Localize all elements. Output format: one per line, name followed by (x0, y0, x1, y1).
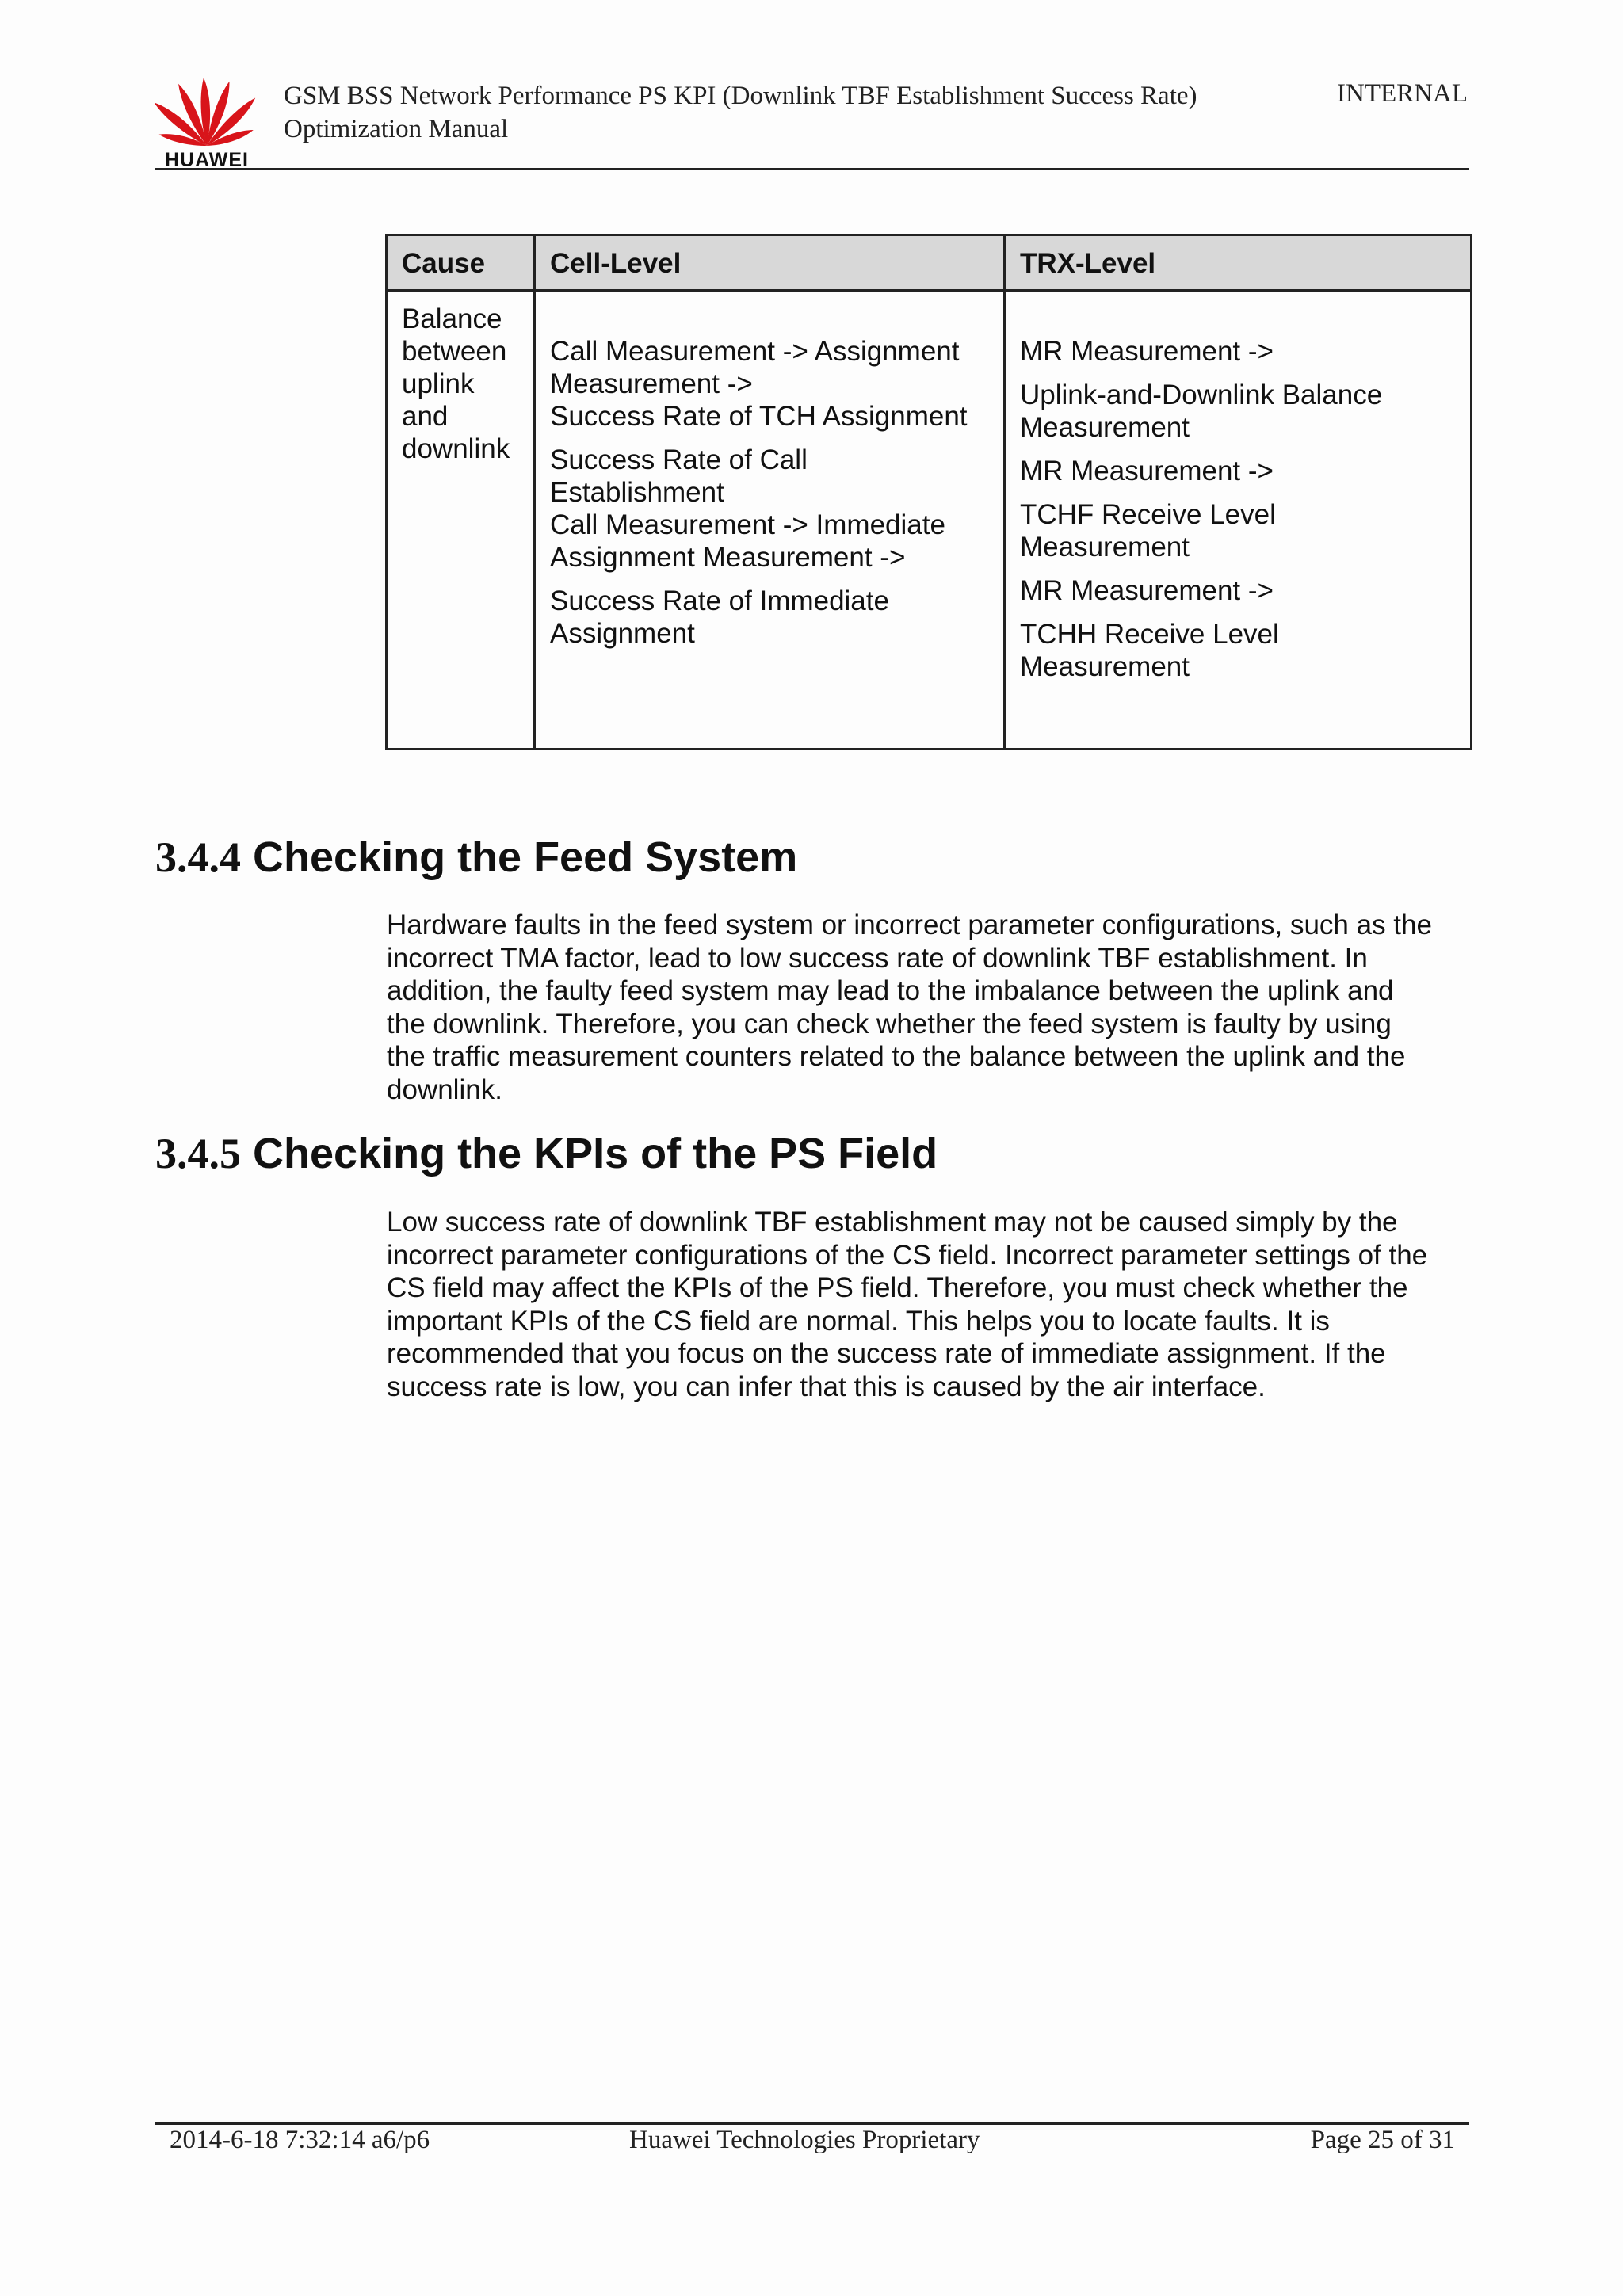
trx-level-block (1020, 618, 1456, 683)
cell-level-line: Success Rate of Call (550, 444, 808, 475)
trx-level-block (1020, 498, 1456, 563)
paragraph-line: recommended that you focus on the success rate of immediate assignment. If the (387, 1338, 1386, 1369)
cell-level-line: Call Measurement -> Immediate (550, 509, 945, 540)
section-heading-3-4-4 (155, 832, 1471, 883)
paragraph-line: the downlink. Therefore, you can check whether the feed system is faulty by using (387, 1008, 1392, 1039)
document-title (284, 79, 1274, 146)
document-title-line: Optimization Manual (284, 115, 509, 143)
column-header-trx-level: TRX-Level (1005, 235, 1472, 291)
trx-level-line: MR Measurement -> (1020, 456, 1274, 486)
trx-level-line: MR Measurement -> (1020, 336, 1274, 367)
column-header-cell-level: Cell-Level (535, 235, 1005, 291)
cause-line: and (402, 401, 449, 432)
cell-level-line: Success Rate of Immediate (550, 585, 889, 616)
section-number: 3.4.4 (155, 833, 241, 881)
cell-level-line: Call Measurement -> Assignment (550, 336, 960, 367)
paragraph-line: important KPIs of the CS field are normal. This helps you to locate faults. It is (387, 1305, 1330, 1337)
section-paragraph (387, 1206, 1474, 1403)
paragraph-line: downlink. (387, 1074, 502, 1105)
cause-line: uplink (402, 368, 475, 399)
trx-level-line: Measurement (1020, 532, 1190, 563)
cell-level-block (550, 444, 989, 574)
footer-page-number: Page 25 of 31 (1310, 2126, 1455, 2154)
section-paragraph (387, 909, 1474, 1106)
cell-level-block (550, 335, 989, 433)
trx-level-cell (1005, 291, 1472, 749)
table-row (387, 291, 1472, 749)
section-heading-3-4-5 (155, 1128, 1471, 1179)
trx-level-line: TCHH Receive Level (1020, 619, 1279, 650)
cell-level-line: Measurement -> (550, 368, 753, 399)
trx-level-line: MR Measurement -> (1020, 575, 1274, 606)
document-title-line: GSM BSS Network Performance PS KPI (Downlink TBF Establishment Success Rate) (284, 82, 1197, 110)
footer-proprietary: Huawei Technologies Proprietary (629, 2126, 980, 2154)
paragraph-line: Hardware faults in the feed system or incorrect parameter configurations, such as the (387, 910, 1432, 940)
trx-level-line: Measurement (1020, 651, 1190, 682)
cause-line: between (402, 336, 507, 367)
cause-line: Balance (402, 303, 502, 334)
cause-cell (387, 291, 535, 749)
cell-level-line: Assignment (550, 618, 695, 649)
section-title: Checking the KPIs of the PS Field (253, 1130, 938, 1177)
huawei-petals-icon (155, 73, 258, 149)
classification-label: INTERNAL (1337, 79, 1468, 108)
paragraph-line: incorrect TMA factor, lead to low success rate of downlink TBF establishment. In (387, 942, 1368, 974)
paragraph-line: success rate is low, you can infer that this is caused by the air interface. (387, 1371, 1266, 1402)
footer-datetime: 2014-6-18 7:32:14 a6/p6 (170, 2126, 430, 2154)
cell-level-line: Success Rate of TCH Assignment (550, 401, 968, 432)
header-divider (155, 168, 1469, 170)
cell-level-line: Assignment Measurement -> (550, 542, 906, 573)
trx-level-line: TCHF Receive Level (1020, 499, 1276, 530)
column-header-cause: Cause (387, 235, 535, 291)
cell-level-cell (535, 291, 1005, 749)
cause-table (385, 234, 1472, 750)
huawei-logo (155, 73, 258, 170)
paragraph-line: addition, the faulty feed system may lead to the imbalance between the uplink and (387, 975, 1394, 1006)
table-header-row (387, 235, 1472, 291)
paragraph-line: the traffic measurement counters related to the balance between the uplink and the (387, 1041, 1406, 1072)
cell-level-line: Establishment (550, 477, 724, 508)
trx-level-line: Uplink-and-Downlink Balance (1020, 379, 1383, 410)
trx-level-block (1020, 379, 1456, 444)
trx-level-line: Measurement (1020, 412, 1190, 443)
cell-level-block (550, 585, 989, 650)
section-number: 3.4.5 (155, 1130, 241, 1177)
paragraph-line: incorrect parameter configurations of the CS field. Incorrect parameter settings of the (387, 1239, 1428, 1271)
paragraph-line: Low success rate of downlink TBF establishment may not be caused simply by the (387, 1207, 1398, 1238)
cause-line: downlink (402, 433, 510, 464)
section-title: Checking the Feed System (253, 833, 798, 881)
footer-divider (155, 2122, 1469, 2125)
logo-wordmark: HUAWEI (165, 149, 249, 171)
paragraph-line: CS field may affect the KPIs of the PS field. Therefore, you must check whether the (387, 1272, 1408, 1303)
